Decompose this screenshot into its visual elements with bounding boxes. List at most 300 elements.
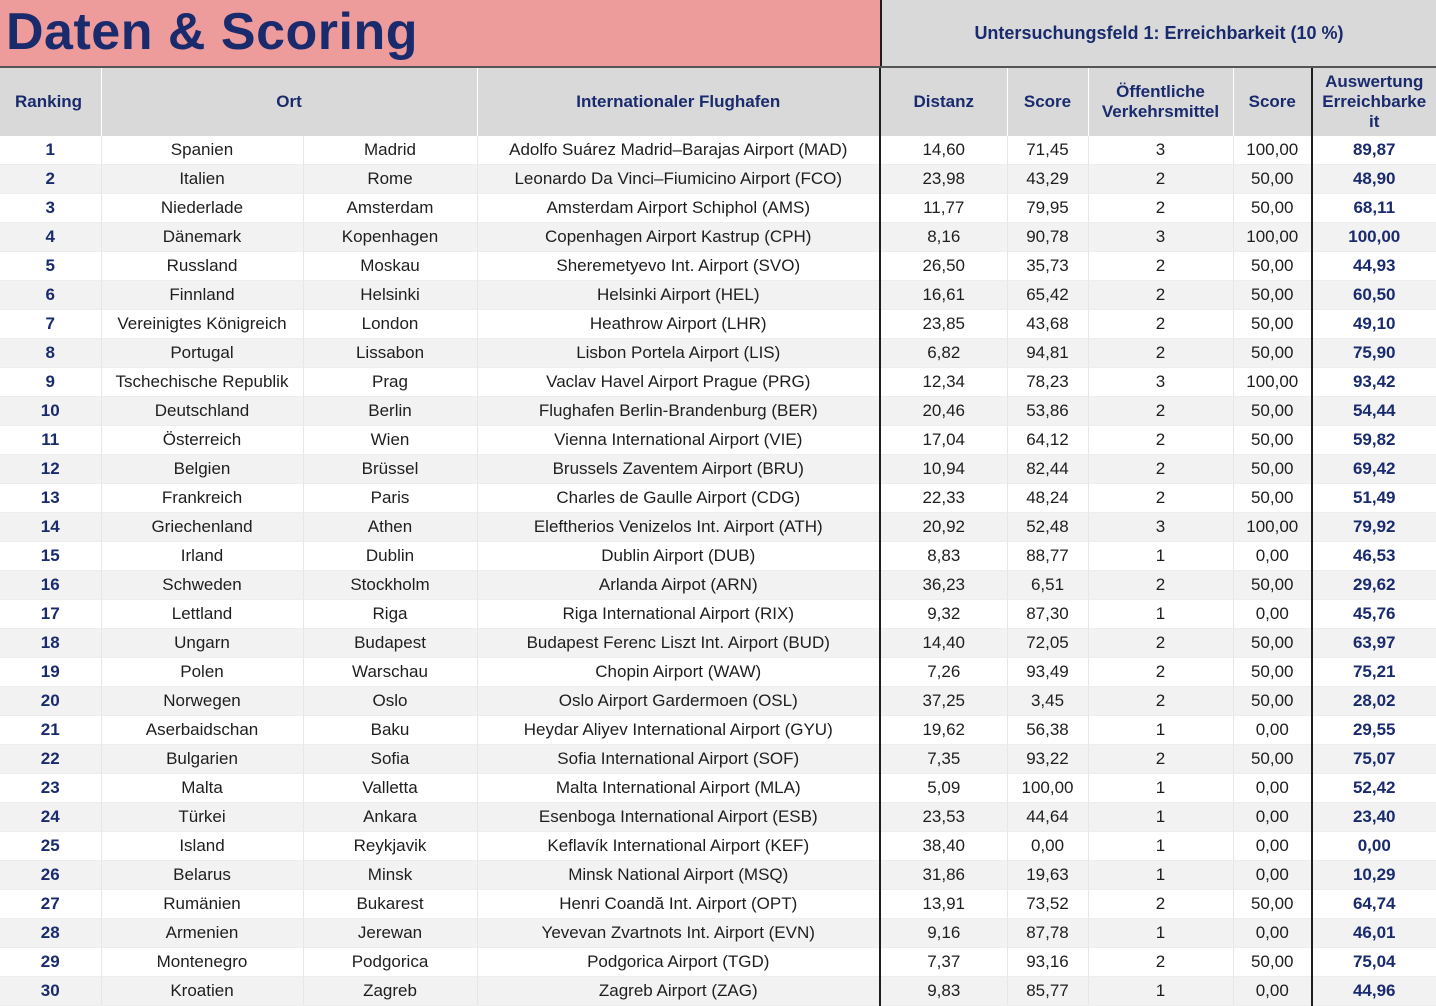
cell-auswertung: 60,50 (1312, 281, 1436, 310)
col-airport: Internationaler Flughafen (477, 68, 880, 136)
cell-ranking: 27 (0, 890, 101, 919)
cell-distanz: 20,92 (880, 513, 1007, 542)
cell-score-oepnv: 50,00 (1233, 165, 1312, 194)
cell-airport: Minsk National Airport (MSQ) (477, 861, 880, 890)
cell-city: Athen (303, 513, 477, 542)
cell-score-distanz: 64,12 (1007, 426, 1088, 455)
cell-score-distanz: 93,16 (1007, 948, 1088, 977)
cell-oepnv: 2 (1088, 194, 1233, 223)
cell-auswertung: 29,62 (1312, 571, 1436, 600)
table-row (0, 136, 1436, 165)
cell-score-distanz: 93,49 (1007, 658, 1088, 687)
cell-oepnv: 2 (1088, 890, 1233, 919)
cell-city: Reykjavik (303, 832, 477, 861)
cell-country: Vereinigtes Königreich (101, 310, 303, 339)
cell-city: Berlin (303, 397, 477, 426)
cell-country: Dänemark (101, 223, 303, 252)
cell-oepnv: 2 (1088, 397, 1233, 426)
cell-country: Irland (101, 542, 303, 571)
cell-ranking: 8 (0, 339, 101, 368)
cell-distanz: 9,16 (880, 919, 1007, 948)
cell-auswertung: 75,90 (1312, 339, 1436, 368)
cell-distanz: 23,53 (880, 803, 1007, 832)
cell-ranking: 18 (0, 629, 101, 658)
cell-auswertung: 10,29 (1312, 861, 1436, 890)
table-row (0, 774, 1436, 803)
cell-airport: Copenhagen Airport Kastrup (CPH) (477, 223, 880, 252)
cell-airport: Zagreb Airport (ZAG) (477, 977, 880, 1006)
col-auswertung-line1: Auswertung (1325, 72, 1424, 91)
cell-airport: Eleftherios Venizelos Int. Airport (ATH) (477, 513, 880, 542)
page-title: Daten & Scoring (6, 3, 418, 61)
scoring-table (0, 68, 1436, 1006)
cell-city: Prag (303, 368, 477, 397)
cell-oepnv: 1 (1088, 600, 1233, 629)
cell-auswertung: 46,01 (1312, 919, 1436, 948)
cell-distanz: 5,09 (880, 774, 1007, 803)
cell-score-oepnv: 50,00 (1233, 252, 1312, 281)
cell-airport: Malta International Airport (MLA) (477, 774, 880, 803)
cell-auswertung: 75,07 (1312, 745, 1436, 774)
cell-score-distanz: 19,63 (1007, 861, 1088, 890)
cell-city: Podgorica (303, 948, 477, 977)
cell-country: Russland (101, 252, 303, 281)
table-row (0, 484, 1436, 513)
cell-score-oepnv: 50,00 (1233, 571, 1312, 600)
cell-city: Dublin (303, 542, 477, 571)
cell-country: Türkei (101, 803, 303, 832)
cell-country: Belarus (101, 861, 303, 890)
cell-ranking: 3 (0, 194, 101, 223)
col-score-oepnv: Score (1233, 68, 1312, 136)
cell-score-oepnv: 50,00 (1233, 658, 1312, 687)
cell-auswertung: 29,55 (1312, 716, 1436, 745)
cell-score-distanz: 78,23 (1007, 368, 1088, 397)
cell-city: Kopenhagen (303, 223, 477, 252)
cell-airport: Vaclav Havel Airport Prague (PRG) (477, 368, 880, 397)
cell-distanz: 38,40 (880, 832, 1007, 861)
cell-airport: Esenboga International Airport (ESB) (477, 803, 880, 832)
table-row (0, 600, 1436, 629)
cell-oepnv: 2 (1088, 455, 1233, 484)
cell-country: Tschechische Republik (101, 368, 303, 397)
cell-airport: Flughafen Berlin-Brandenburg (BER) (477, 397, 880, 426)
table-row (0, 281, 1436, 310)
cell-oepnv: 2 (1088, 484, 1233, 513)
cell-score-oepnv: 0,00 (1233, 919, 1312, 948)
cell-country: Kroatien (101, 977, 303, 1006)
cell-ranking: 24 (0, 803, 101, 832)
cell-score-oepnv: 50,00 (1233, 194, 1312, 223)
col-oepnv (1088, 68, 1233, 136)
cell-score-oepnv: 50,00 (1233, 948, 1312, 977)
col-distanz: Distanz (880, 68, 1007, 136)
cell-country: Frankreich (101, 484, 303, 513)
cell-oepnv: 2 (1088, 165, 1233, 194)
cell-score-oepnv: 0,00 (1233, 774, 1312, 803)
cell-ranking: 19 (0, 658, 101, 687)
cell-score-distanz: 87,30 (1007, 600, 1088, 629)
cell-ranking: 23 (0, 774, 101, 803)
cell-auswertung: 45,76 (1312, 600, 1436, 629)
cell-oepnv: 2 (1088, 281, 1233, 310)
cell-auswertung: 52,42 (1312, 774, 1436, 803)
cell-ranking: 26 (0, 861, 101, 890)
cell-ranking: 14 (0, 513, 101, 542)
cell-distanz: 7,26 (880, 658, 1007, 687)
section-title: Untersuchungsfeld 1: Erreichbarkeit (10 %) (974, 22, 1344, 43)
table-row (0, 397, 1436, 426)
cell-country: Belgien (101, 455, 303, 484)
table-row (0, 687, 1436, 716)
cell-airport: Dublin Airport (DUB) (477, 542, 880, 571)
title-banner (0, 0, 880, 66)
cell-score-distanz: 82,44 (1007, 455, 1088, 484)
cell-auswertung: 75,04 (1312, 948, 1436, 977)
cell-distanz: 14,60 (880, 136, 1007, 165)
cell-score-oepnv: 0,00 (1233, 832, 1312, 861)
cell-distanz: 16,61 (880, 281, 1007, 310)
cell-auswertung: 89,87 (1312, 136, 1436, 165)
cell-airport: Adolfo Suárez Madrid–Barajas Airport (MAD) (477, 136, 880, 165)
cell-city: Amsterdam (303, 194, 477, 223)
cell-oepnv: 2 (1088, 252, 1233, 281)
cell-oepnv: 1 (1088, 832, 1233, 861)
cell-distanz: 7,35 (880, 745, 1007, 774)
cell-score-distanz: 56,38 (1007, 716, 1088, 745)
cell-auswertung: 46,53 (1312, 542, 1436, 571)
col-score-distanz: Score (1007, 68, 1088, 136)
cell-auswertung: 51,49 (1312, 484, 1436, 513)
cell-distanz: 23,98 (880, 165, 1007, 194)
cell-score-distanz: 90,78 (1007, 223, 1088, 252)
col-ort: Ort (101, 68, 477, 136)
cell-oepnv: 2 (1088, 426, 1233, 455)
cell-ranking: 4 (0, 223, 101, 252)
cell-score-distanz: 0,00 (1007, 832, 1088, 861)
cell-score-oepnv: 50,00 (1233, 484, 1312, 513)
cell-auswertung: 68,11 (1312, 194, 1436, 223)
cell-city: Riga (303, 600, 477, 629)
cell-airport: Riga International Airport (RIX) (477, 600, 880, 629)
cell-distanz: 31,86 (880, 861, 1007, 890)
cell-distanz: 17,04 (880, 426, 1007, 455)
table-row (0, 658, 1436, 687)
cell-score-distanz: 3,45 (1007, 687, 1088, 716)
cell-ranking: 11 (0, 426, 101, 455)
cell-ranking: 9 (0, 368, 101, 397)
cell-score-distanz: 65,42 (1007, 281, 1088, 310)
cell-oepnv: 2 (1088, 571, 1233, 600)
cell-score-oepnv: 50,00 (1233, 687, 1312, 716)
cell-oepnv: 1 (1088, 716, 1233, 745)
cell-distanz: 9,32 (880, 600, 1007, 629)
cell-city: Warschau (303, 658, 477, 687)
cell-distanz: 37,25 (880, 687, 1007, 716)
cell-distanz: 20,46 (880, 397, 1007, 426)
cell-country: Polen (101, 658, 303, 687)
cell-city: Stockholm (303, 571, 477, 600)
cell-airport: Vienna International Airport (VIE) (477, 426, 880, 455)
cell-score-distanz: 71,45 (1007, 136, 1088, 165)
cell-auswertung: 63,97 (1312, 629, 1436, 658)
cell-ranking: 29 (0, 948, 101, 977)
cell-airport: Oslo Airport Gardermoen (OSL) (477, 687, 880, 716)
cell-score-oepnv: 50,00 (1233, 339, 1312, 368)
cell-oepnv: 3 (1088, 368, 1233, 397)
cell-score-distanz: 52,48 (1007, 513, 1088, 542)
cell-score-distanz: 43,29 (1007, 165, 1088, 194)
table-row (0, 194, 1436, 223)
table-row (0, 542, 1436, 571)
cell-score-oepnv: 0,00 (1233, 977, 1312, 1006)
cell-oepnv: 2 (1088, 339, 1233, 368)
cell-distanz: 12,34 (880, 368, 1007, 397)
table-row (0, 571, 1436, 600)
table-row (0, 165, 1436, 194)
cell-city: Rome (303, 165, 477, 194)
table-row (0, 832, 1436, 861)
cell-ranking: 16 (0, 571, 101, 600)
cell-auswertung: 59,82 (1312, 426, 1436, 455)
cell-country: Portugal (101, 339, 303, 368)
cell-distanz: 13,91 (880, 890, 1007, 919)
cell-auswertung: 75,21 (1312, 658, 1436, 687)
cell-score-distanz: 53,86 (1007, 397, 1088, 426)
cell-score-oepnv: 50,00 (1233, 629, 1312, 658)
cell-auswertung: 69,42 (1312, 455, 1436, 484)
cell-country: Österreich (101, 426, 303, 455)
cell-score-oepnv: 0,00 (1233, 600, 1312, 629)
cell-ranking: 30 (0, 977, 101, 1006)
cell-distanz: 11,77 (880, 194, 1007, 223)
cell-score-distanz: 35,73 (1007, 252, 1088, 281)
cell-city: Oslo (303, 687, 477, 716)
cell-score-oepnv: 50,00 (1233, 281, 1312, 310)
cell-ranking: 1 (0, 136, 101, 165)
cell-city: Moskau (303, 252, 477, 281)
table-row (0, 977, 1436, 1006)
cell-airport: Podgorica Airport (TGD) (477, 948, 880, 977)
cell-auswertung: 0,00 (1312, 832, 1436, 861)
cell-auswertung: 48,90 (1312, 165, 1436, 194)
cell-score-oepnv: 50,00 (1233, 397, 1312, 426)
cell-score-oepnv: 50,00 (1233, 745, 1312, 774)
cell-country: Armenien (101, 919, 303, 948)
cell-score-distanz: 72,05 (1007, 629, 1088, 658)
cell-distanz: 8,83 (880, 542, 1007, 571)
cell-city: Minsk (303, 861, 477, 890)
cell-airport: Heydar Aliyev International Airport (GYU) (477, 716, 880, 745)
cell-score-distanz: 44,64 (1007, 803, 1088, 832)
cell-ranking: 25 (0, 832, 101, 861)
cell-city: Jerewan (303, 919, 477, 948)
cell-oepnv: 2 (1088, 658, 1233, 687)
section-banner (882, 0, 1436, 66)
cell-oepnv: 2 (1088, 687, 1233, 716)
cell-ranking: 7 (0, 310, 101, 339)
cell-oepnv: 1 (1088, 919, 1233, 948)
table-row (0, 948, 1436, 977)
cell-oepnv: 2 (1088, 629, 1233, 658)
cell-score-oepnv: 0,00 (1233, 861, 1312, 890)
cell-score-distanz: 87,78 (1007, 919, 1088, 948)
cell-oepnv: 2 (1088, 310, 1233, 339)
cell-score-oepnv: 50,00 (1233, 426, 1312, 455)
col-oepnv-line2: Verkehrsmittel (1101, 102, 1220, 121)
cell-ranking: 6 (0, 281, 101, 310)
cell-score-distanz: 73,52 (1007, 890, 1088, 919)
table-row (0, 716, 1436, 745)
cell-distanz: 8,16 (880, 223, 1007, 252)
cell-country: Deutschland (101, 397, 303, 426)
cell-auswertung: 64,74 (1312, 890, 1436, 919)
cell-country: Island (101, 832, 303, 861)
cell-airport: Keflavík International Airport (KEF) (477, 832, 880, 861)
cell-city: Sofia (303, 745, 477, 774)
cell-score-oepnv: 100,00 (1233, 368, 1312, 397)
cell-country: Ungarn (101, 629, 303, 658)
cell-score-distanz: 100,00 (1007, 774, 1088, 803)
cell-city: Valletta (303, 774, 477, 803)
col-auswertung-line3: it (1369, 112, 1380, 131)
cell-score-oepnv: 100,00 (1233, 513, 1312, 542)
cell-auswertung: 28,02 (1312, 687, 1436, 716)
table-row (0, 919, 1436, 948)
cell-airport: Amsterdam Airport Schiphol (AMS) (477, 194, 880, 223)
cell-score-oepnv: 0,00 (1233, 803, 1312, 832)
cell-airport: Charles de Gaulle Airport (CDG) (477, 484, 880, 513)
cell-country: Bulgarien (101, 745, 303, 774)
cell-ranking: 22 (0, 745, 101, 774)
cell-score-oepnv: 50,00 (1233, 310, 1312, 339)
table-row (0, 310, 1436, 339)
cell-airport: Budapest Ferenc Liszt Int. Airport (BUD) (477, 629, 880, 658)
col-auswertung (1312, 68, 1436, 136)
table-row (0, 890, 1436, 919)
cell-ranking: 28 (0, 919, 101, 948)
col-auswertung-line2: Erreichbarke (1322, 92, 1427, 111)
cell-city: Zagreb (303, 977, 477, 1006)
table-row (0, 368, 1436, 397)
cell-distanz: 10,94 (880, 455, 1007, 484)
cell-ranking: 12 (0, 455, 101, 484)
table-row (0, 339, 1436, 368)
cell-ranking: 2 (0, 165, 101, 194)
cell-distanz: 22,33 (880, 484, 1007, 513)
cell-distanz: 14,40 (880, 629, 1007, 658)
cell-score-distanz: 43,68 (1007, 310, 1088, 339)
cell-auswertung: 100,00 (1312, 223, 1436, 252)
cell-oepnv: 1 (1088, 774, 1233, 803)
cell-country: Spanien (101, 136, 303, 165)
cell-country: Montenegro (101, 948, 303, 977)
cell-auswertung: 44,93 (1312, 252, 1436, 281)
cell-country: Norwegen (101, 687, 303, 716)
cell-score-distanz: 85,77 (1007, 977, 1088, 1006)
cell-auswertung: 23,40 (1312, 803, 1436, 832)
cell-airport: Henri Coandă Int. Airport (OPT) (477, 890, 880, 919)
table-row (0, 745, 1436, 774)
cell-airport: Sheremetyevo Int. Airport (SVO) (477, 252, 880, 281)
cell-oepnv: 1 (1088, 803, 1233, 832)
table-row (0, 513, 1436, 542)
cell-airport: Brussels Zaventem Airport (BRU) (477, 455, 880, 484)
cell-auswertung: 49,10 (1312, 310, 1436, 339)
cell-city: Baku (303, 716, 477, 745)
cell-city: Lissabon (303, 339, 477, 368)
cell-airport: Chopin Airport (WAW) (477, 658, 880, 687)
cell-distanz: 19,62 (880, 716, 1007, 745)
cell-oepnv: 2 (1088, 948, 1233, 977)
col-oepnv-line1: Öffentliche (1116, 82, 1205, 101)
cell-distanz: 23,85 (880, 310, 1007, 339)
cell-ranking: 13 (0, 484, 101, 513)
cell-city: Bukarest (303, 890, 477, 919)
cell-airport: Heathrow Airport (LHR) (477, 310, 880, 339)
cell-country: Finnland (101, 281, 303, 310)
cell-oepnv: 3 (1088, 513, 1233, 542)
cell-airport: Lisbon Portela Airport (LIS) (477, 339, 880, 368)
cell-ranking: 15 (0, 542, 101, 571)
cell-score-distanz: 48,24 (1007, 484, 1088, 513)
cell-city: Madrid (303, 136, 477, 165)
cell-score-distanz: 94,81 (1007, 339, 1088, 368)
table-row (0, 803, 1436, 832)
cell-airport: Sofia International Airport (SOF) (477, 745, 880, 774)
cell-score-distanz: 79,95 (1007, 194, 1088, 223)
cell-score-oepnv: 100,00 (1233, 136, 1312, 165)
cell-oepnv: 1 (1088, 542, 1233, 571)
table-row (0, 426, 1436, 455)
cell-distanz: 6,82 (880, 339, 1007, 368)
cell-city: Ankara (303, 803, 477, 832)
cell-score-distanz: 93,22 (1007, 745, 1088, 774)
cell-ranking: 10 (0, 397, 101, 426)
cell-score-oepnv: 50,00 (1233, 455, 1312, 484)
cell-ranking: 21 (0, 716, 101, 745)
cell-auswertung: 54,44 (1312, 397, 1436, 426)
cell-auswertung: 93,42 (1312, 368, 1436, 397)
cell-oepnv: 3 (1088, 223, 1233, 252)
table-row (0, 629, 1436, 658)
cell-score-distanz: 88,77 (1007, 542, 1088, 571)
cell-city: London (303, 310, 477, 339)
cell-score-oepnv: 0,00 (1233, 716, 1312, 745)
cell-airport: Arlanda Airpot (ARN) (477, 571, 880, 600)
cell-city: Budapest (303, 629, 477, 658)
cell-airport: Leonardo Da Vinci–Fiumicino Airport (FCO) (477, 165, 880, 194)
cell-oepnv: 1 (1088, 977, 1233, 1006)
cell-country: Rumänien (101, 890, 303, 919)
cell-ranking: 20 (0, 687, 101, 716)
cell-city: Helsinki (303, 281, 477, 310)
cell-score-oepnv: 50,00 (1233, 890, 1312, 919)
cell-auswertung: 79,92 (1312, 513, 1436, 542)
cell-distanz: 26,50 (880, 252, 1007, 281)
cell-score-oepnv: 100,00 (1233, 223, 1312, 252)
cell-country: Lettland (101, 600, 303, 629)
cell-airport: Helsinki Airport (HEL) (477, 281, 880, 310)
cell-country: Aserbaidschan (101, 716, 303, 745)
cell-country: Schweden (101, 571, 303, 600)
cell-distanz: 7,37 (880, 948, 1007, 977)
cell-score-distanz: 6,51 (1007, 571, 1088, 600)
table-row (0, 223, 1436, 252)
cell-oepnv: 2 (1088, 745, 1233, 774)
table-row (0, 861, 1436, 890)
table-row (0, 455, 1436, 484)
